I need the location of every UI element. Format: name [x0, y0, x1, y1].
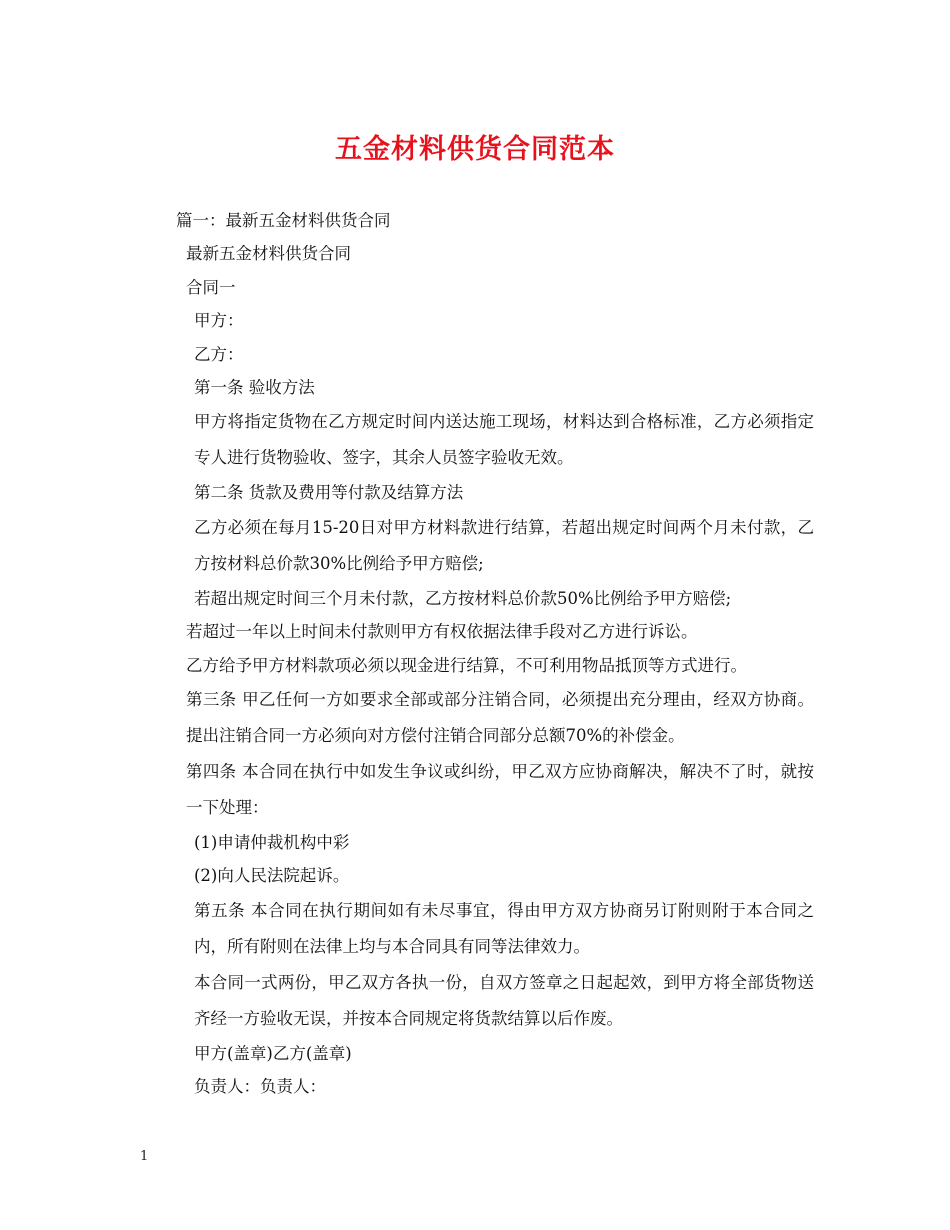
article-2-clause-2: 若超过一年以上时间未付款则甲方有权依据法律手段对乙方进行诉讼。: [186, 622, 698, 642]
article-3-paragraph: 第三条 甲乙任何一方如要求全部或部分注销合同，必须提出充分理由，经双方协商。提出注销合同一方必须向对方偿付注销合同部分总额70%的补偿金。: [186, 689, 814, 745]
signatory-line: 负责人：负责人：: [194, 1077, 326, 1097]
party-b-line: 乙方：: [194, 344, 244, 364]
copies-paragraph: 本合同一式两份，甲乙双方各执一份，自双方签章之日起起效，到甲方将全部货物送齐经一方验收无误，并按本合同规定将货款结算以后作废。: [194, 972, 814, 1028]
contract-number: 合同一: [186, 277, 236, 297]
article-4-option-2: (2)向人民法院起诉。: [194, 866, 350, 886]
article-2-clause-3: 乙方给予甲方材料款项必须以现金进行结算，不可利用物品抵顶等方式进行。: [186, 655, 747, 675]
section-heading: 篇一：最新五金材料供货合同: [176, 211, 391, 230]
article-2-paragraph: 乙方必须在每月15-20日对甲方材料款进行结算，若超出规定时间两个月未付款，乙方按材料总价款30%比例给予甲方赔偿;: [194, 517, 814, 573]
contract-heading: 最新五金材料供货合同: [186, 244, 351, 264]
article-1-heading: 第一条 验收方法: [194, 377, 315, 397]
article-2-clause-1: 若超出规定时间三个月未付款，乙方按材料总价款50%比例给予甲方赔偿;: [194, 588, 732, 608]
article-4-paragraph: 第四条 本合同在执行中如发生争议或纠纷，甲乙双方应协商解决，解决不了时，就按一下处理：: [186, 761, 814, 817]
document-body: [138, 204, 814, 1103]
article-2-heading: 第二条 货款及费用等付款及结算方法: [194, 483, 464, 503]
party-a-line: 甲方：: [194, 311, 244, 331]
article-1-paragraph: 甲方将指定货物在乙方规定时间内送达施工现场，材料达到合格标准，乙方必须指定专人进行货物验收、签字，其余人员签字验收无效。: [194, 412, 814, 468]
page-number: 1: [140, 1149, 149, 1164]
article-5-paragraph: 第五条 本合同在执行期间如有未尽事宜，得由甲方双方协商另订附则附于本合同之内，所有附则在法律上均与本合同具有同等法律效力。: [194, 900, 814, 956]
document-title: 五金材料供货合同范本: [335, 134, 615, 165]
article-4-option-1: (1)申请仲裁机构中彩: [194, 832, 350, 852]
seal-line: 甲方(盖章)乙方(盖章): [194, 1043, 352, 1063]
